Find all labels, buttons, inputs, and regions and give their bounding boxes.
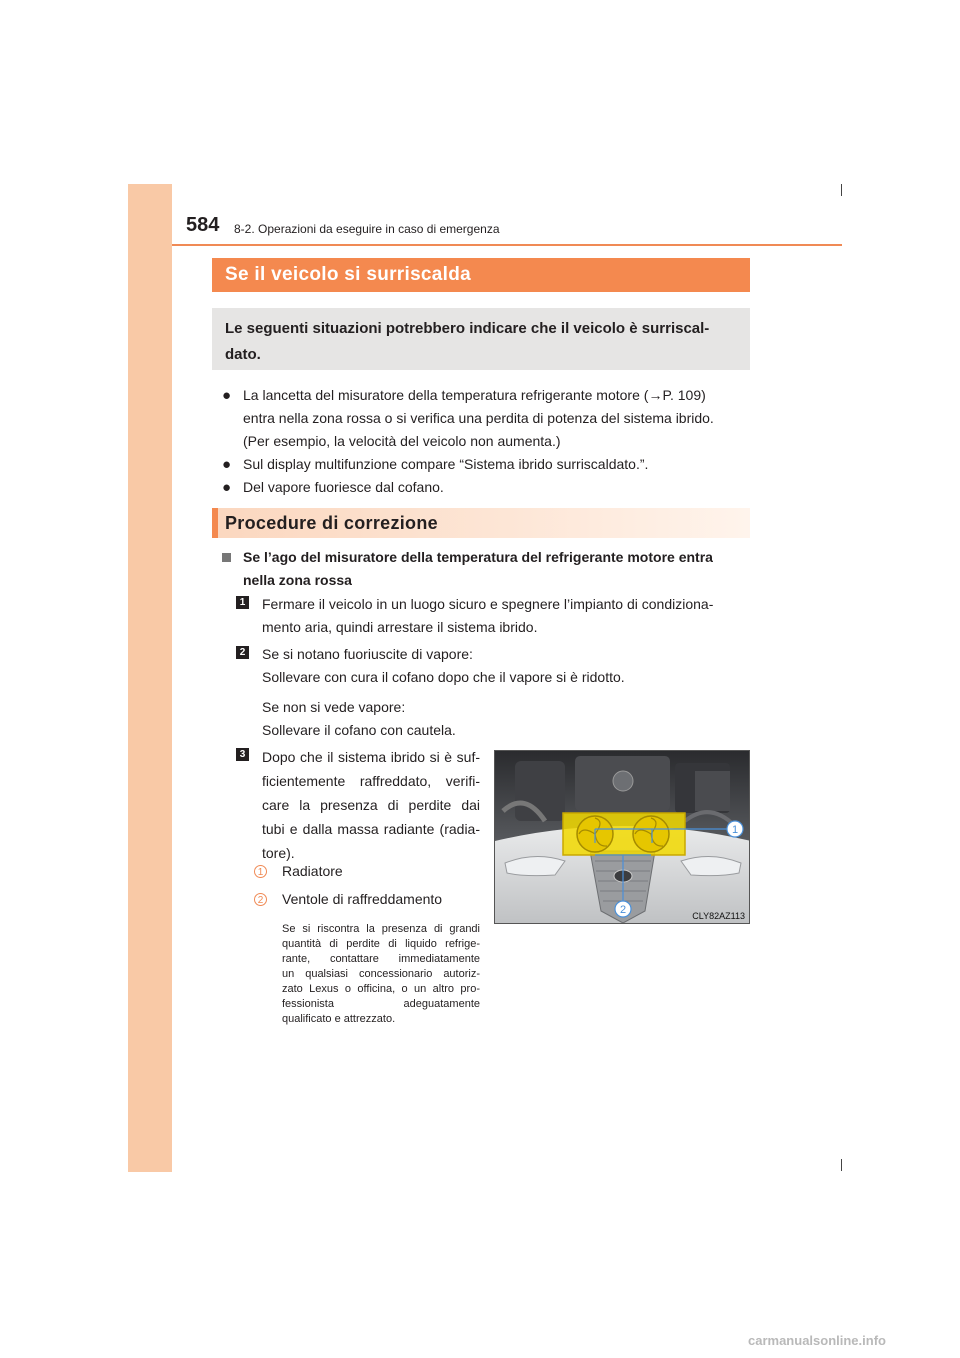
step-1-badge: 1	[236, 596, 249, 609]
bullet-3-text: Del vapore fuoriesce dal cofano.	[243, 479, 444, 495]
bullet-1-line2: entra nella zona rossa o si verifica una perdita di potenza del sistema ibrido.	[243, 410, 714, 426]
bullet-item	[222, 384, 750, 453]
bullet-item	[222, 453, 750, 476]
note-line: Se si riscontra la presenza di grandi	[282, 923, 480, 935]
note-line: fessionista adeguatamente	[282, 998, 480, 1010]
page-ref-link[interactable]: P. 109)	[662, 387, 706, 403]
engine-bay-figure	[494, 750, 750, 924]
legend-2-number: 2	[254, 893, 267, 906]
bullet-1-line1: La lancetta del misuratore della temperatura refrigerante motore (	[243, 387, 649, 403]
step-3-line: ficientemente raffreddato, verifi-	[262, 773, 480, 789]
page-number: 584	[186, 214, 220, 236]
step-2-text	[262, 643, 750, 742]
crop-mark-bottom	[841, 1159, 842, 1171]
engine-bay-illustration	[495, 751, 750, 924]
bullet-dot-icon: ●	[222, 456, 232, 473]
note-line: quantità di perdite di liquido refrige-	[282, 938, 480, 950]
step-3-text	[262, 745, 480, 865]
intro-line-2: dato.	[225, 346, 261, 363]
note-line: qualificato e attrezzato.	[282, 1013, 396, 1025]
step-2-line2: Sollevare con cura il cofano dopo che il vapore si è ridotto.	[262, 669, 625, 685]
step-2-badge: 2	[236, 646, 249, 659]
bullet-dot-icon: ●	[222, 387, 232, 404]
side-strip	[128, 184, 172, 1172]
note-line: zato Lexus o officina, o un altro pro-	[282, 983, 480, 995]
note-line: rante, contattare immediatamente	[282, 953, 480, 965]
callout-1: 1	[731, 824, 739, 836]
step-3-line: Dopo che il sistema ibrido si è suf-	[262, 749, 480, 765]
step-3-line: care la presenza di perdite dai	[262, 797, 480, 813]
legend-2-label: Ventole di raffreddamento	[282, 891, 443, 907]
running-head: 8-2. Operazioni da eseguire in caso di emergenza	[234, 222, 500, 236]
header-rule	[172, 244, 842, 246]
subhead-line-2: nella zona rossa	[243, 572, 352, 588]
step-2-line4: Sollevare il cofano con cautela.	[262, 722, 456, 738]
step-1-line2: mento aria, quindi arrestare il sistema ibrido.	[262, 619, 538, 635]
callout-2: 2	[619, 904, 627, 916]
bullet-item	[222, 476, 750, 499]
subhead-line-1: Se l’ago del misuratore della temperatura del refrigerante motore entra	[243, 549, 713, 565]
note	[282, 922, 480, 1027]
procedure-subhead	[222, 546, 750, 592]
legend-1-number: 1	[254, 865, 267, 878]
arrow-icon: →	[648, 387, 663, 403]
step-3-badge: 3	[236, 748, 249, 761]
square-bullet-icon	[222, 546, 243, 592]
bullet-1-line3: (Per esempio, la velocità del veicolo non aumenta.)	[243, 433, 561, 449]
step-3-line: tore).	[262, 845, 295, 861]
intro-box	[212, 308, 750, 370]
watermark: carmanualsonline.info	[748, 1333, 886, 1348]
legend-1-label: Radiatore	[282, 863, 343, 879]
crop-mark-top	[841, 184, 842, 196]
bullet-dot-icon: ●	[222, 479, 232, 496]
intro-line-1: Le seguenti situazioni potrebbero indicare che il veicolo è surriscal-	[225, 320, 710, 337]
step-3-line: tubi e dalla massa radiante (radia-	[262, 821, 480, 837]
step-2-line3: Se non si vede vapore:	[262, 699, 406, 715]
section-title-procedures: Procedure di correzione	[212, 508, 750, 538]
figure-code: CLY82AZ113	[692, 911, 745, 921]
step-1-line1: Fermare il veicolo in un luogo sicuro e spegnere l’impianto di condiziona-	[262, 596, 714, 612]
section-title-overheat: Se il veicolo si surriscalda	[212, 258, 750, 292]
step-2-line1: Se si notano fuoriuscite di vapore:	[262, 646, 473, 662]
bullet-2-text: Sul display multifunzione compare “Sistema ibrido surriscaldato.”.	[243, 456, 649, 472]
step-1-text	[262, 593, 750, 639]
note-line: un qualsiasi concessionario autoriz-	[282, 968, 480, 980]
